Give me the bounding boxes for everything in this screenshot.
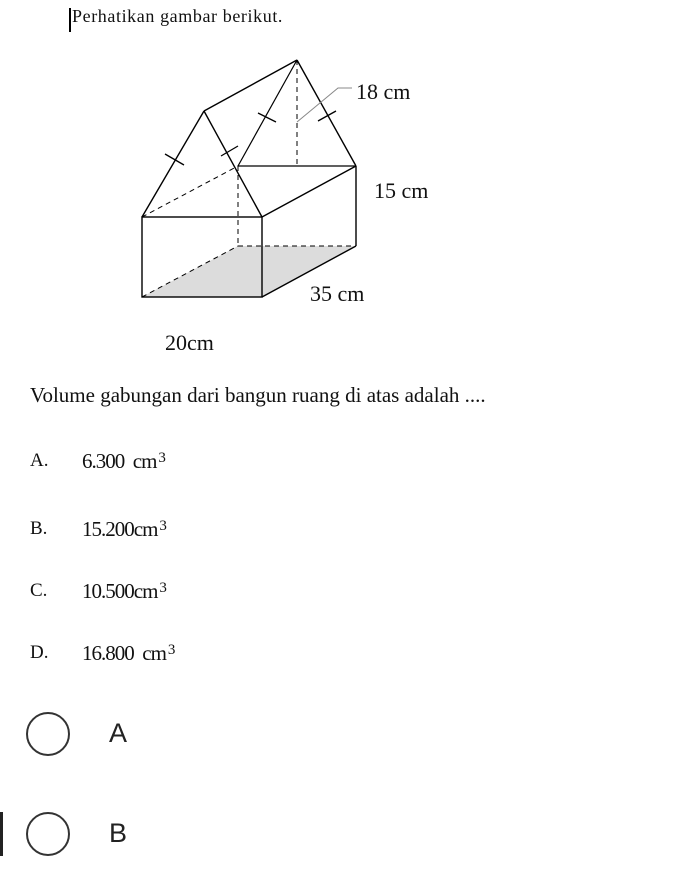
label-15cm: 15 cm [374,178,429,203]
edge-right-top [262,166,356,217]
roof-back-right [297,60,356,166]
label-18cm: 18 cm [356,79,411,104]
label-35cm: 35 cm [310,281,365,306]
option-letter: B. [30,518,48,539]
intro-text: Perhatikan gambar berikut. [72,6,284,26]
roof-front-left [142,111,204,217]
option-letter: C. [30,580,48,601]
focus-indicator [0,812,3,856]
choice-label: B [109,818,128,848]
option-d [30,634,330,670]
option-letter: D. [30,642,49,663]
choice-label: A [109,718,128,748]
choice-b[interactable] [26,812,326,868]
option-c [30,572,330,608]
option-value: 16.800 cm $^3$ [82,641,175,665]
option-a [30,442,330,478]
tick-mark [165,154,184,165]
option-value: 6.300 cm $^3$ [82,449,165,473]
radio-icon[interactable] [26,712,70,756]
roof-front-right [204,111,262,217]
option-letter: A. [30,450,49,471]
question-text: Volume gabungan dari bangun ruang di atas adalah .... [30,383,486,407]
choice-a[interactable] [26,712,326,768]
option-b [30,510,330,546]
option-value: 10.500cm $^3$ [82,579,166,603]
radio-icon[interactable] [26,812,70,856]
option-value: 15.200cm $^3$ [82,517,166,541]
label-20cm: 20cm [165,330,214,355]
